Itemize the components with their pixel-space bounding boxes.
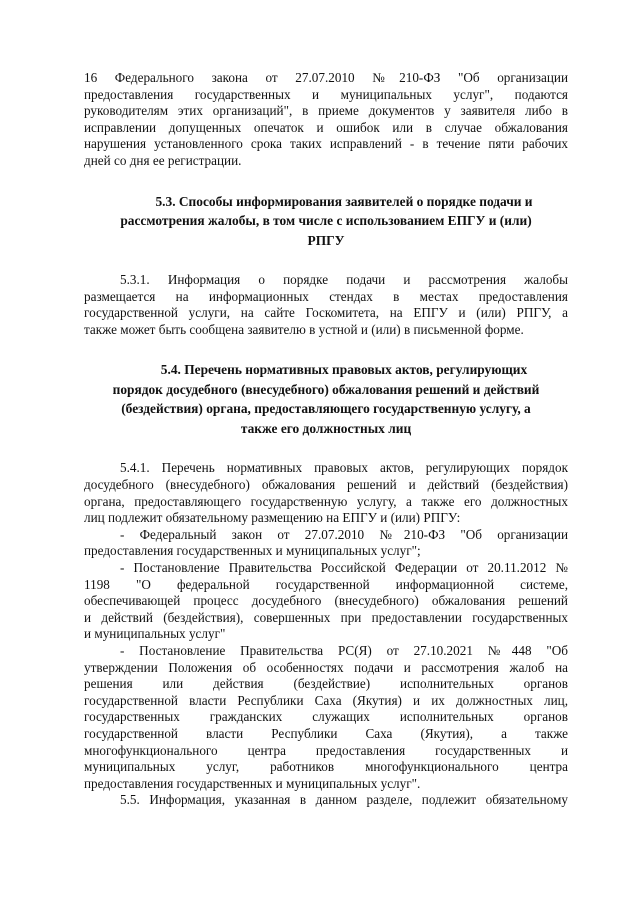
list-item-government-decree [84,560,568,643]
text-line: обеспечивающей процесс досудебного (внесудебного) обжалования решений [84,593,568,609]
text-line: утверждении Положения об особенностях подачи и рассмотрения жалоб на [84,659,568,675]
text-line: многофункционального центра предоставления государственных и [84,742,568,758]
heading-line: также его должностных лиц [240,420,412,436]
heading-line: 5.3. Способы информирования заявителей о порядке подачи и [155,193,533,209]
section-heading-5-4 [84,360,568,438]
text-line: и муниципальных услуг" [84,626,226,642]
text-line: также может быть сообщена заявителю в устной и (или) в письменной форме. [84,321,524,337]
paragraph-5-5 [84,792,568,809]
text-line: руководителям этих организаций", в приеме документов у заявителя либо в [84,103,568,119]
document-page [84,70,568,809]
list-item-federal-law [84,527,568,560]
text-line: - Постановление Правительства РС(Я) от 27.10.2021 №448 "Об [120,642,568,658]
section-heading-5-3 [84,192,568,251]
text-line: 5.3.1. Информация о порядке подачи и рассмотрения жалобы [120,272,568,288]
text-line: и действий (бездействия), совершенных при предоставлении государственных [84,609,568,625]
text-line: предоставления государственных и муниципальных услуг". [84,775,421,791]
paragraph-5-3-1 [84,272,568,338]
text-line: предоставления государственных и муниципальных услуг", подаются [84,86,568,102]
heading-line: порядок досудебного (внесудебного) обжалования решений и действий [112,381,540,397]
text-line: 5.4.1. Перечень нормативных правовых актов, регулирующих порядок [120,460,568,476]
heading-line: 5.4. Перечень нормативных правовых актов, регулирующих [160,362,528,378]
text-line: дней со дня ее регистрации. [84,152,242,168]
heading-line: РПГУ [307,232,345,248]
text-line: исправлении допущенных опечаток и ошибок или в случае обжалования [84,119,568,135]
text-line: решения или действия (бездействие) исполнительных органов [84,676,568,692]
text-line: нарушения установленного срока таких исправлений - в течение пяти рабочих [84,136,568,152]
text-line: - Постановление Правительства Российской Федерации от 20.11.2012 № [120,560,568,575]
text-line: органа, предоставляющего государственную услугу, а также его должностных [84,493,568,509]
text-line: 16 Федерального закона от 27.07.2010 №210-ФЗ "Об организации [84,70,568,85]
heading-line: (бездействия) органа, предоставляющего государственную услугу, а [121,401,531,417]
text-line: предоставления государственных и муниципальных услуг"; [84,543,421,559]
list-item-regional-decree [84,643,568,792]
text-line: лиц подлежит обязательному размещению на ЕПГУ и (или) РПГУ: [84,510,461,526]
heading-line: рассмотрения жалобы, в том числе с использованием ЕПГУ и (или) [120,213,532,229]
text-line: размещается на информационных стендах в местах предоставления [84,288,568,304]
text-line: государственных гражданских служащих исполнительных органов [84,709,568,725]
text-line: муниципальных услуг, работников многофункционального центра [84,759,568,775]
text-line: государственной власти Республики Саха (Якутия) и их должностных лиц, [84,692,568,708]
text-line: 5.5. Информация, указанная в данном разделе, подлежит обязательному [120,792,568,808]
text-line: досудебного (внесудебного) обжалования решений и действий (бездействия) [84,477,568,493]
paragraph-5-4-1 [84,460,568,526]
text-line: - Федеральный закон от 27.07.2010 №210-ФЗ "Об организации [120,526,568,542]
intro-paragraph [84,70,568,170]
text-line: государственной услуги, на сайте Госкомитета, на ЕПГУ и (или) РПГУ, а [84,305,568,321]
text-line: государственной власти Республики Саха (Якутия), а также [84,725,568,741]
text-line: 1198 "О федеральной государственной информационной системе, [84,576,568,592]
